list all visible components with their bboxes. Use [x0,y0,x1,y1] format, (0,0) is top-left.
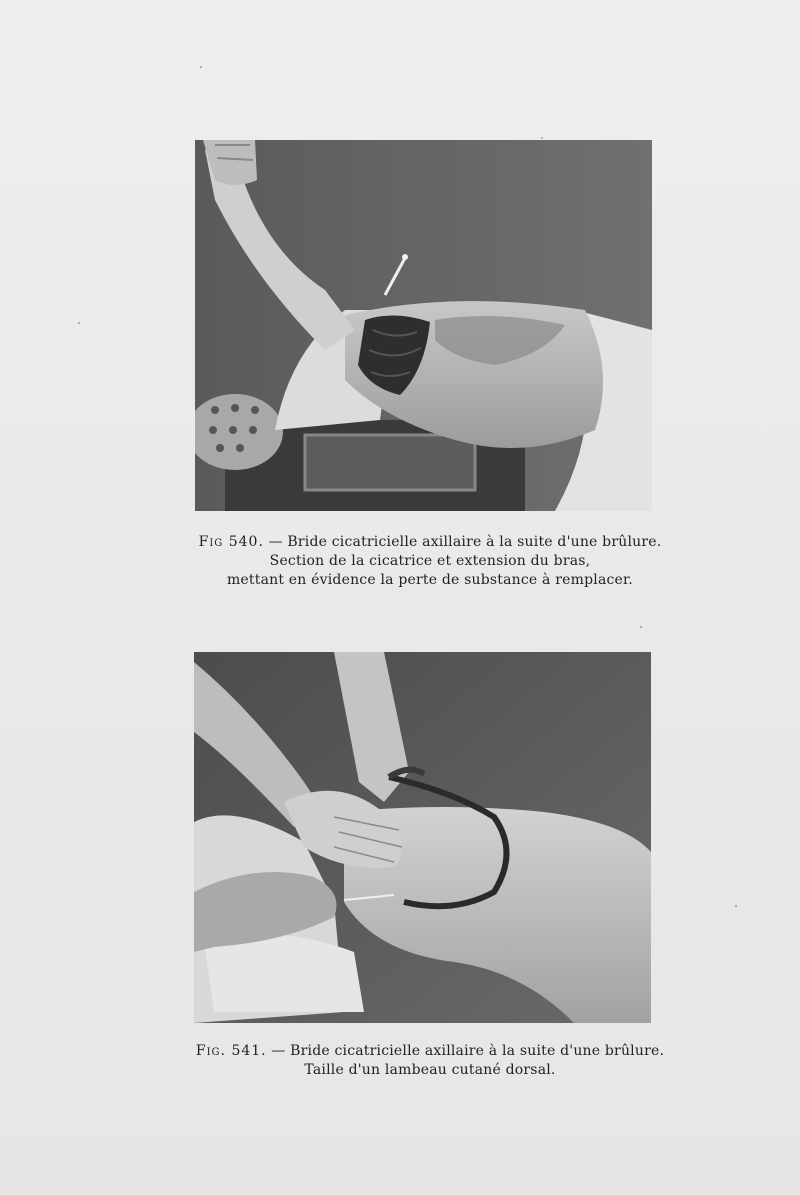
caption-text: Taille d'un lambeau cutané dorsal. [304,1062,556,1078]
caption-text: mettant en évidence la perte de substance à remplacer. [226,572,634,588]
caption-line [150,1042,710,1061]
paper-speck [735,905,737,907]
figure-541-photograph [194,652,651,1023]
paper-speck [541,137,543,139]
figure-number: Fig. 541. [195,1043,267,1059]
caption-text: — Bride cicatricielle axillaire à la suite d'une brûlure. [271,1043,665,1059]
paper-speck [640,626,642,628]
caption-text: — Bride cicatricielle axillaire à la suite d'une brûlure. [268,534,662,550]
figure-540-caption [150,533,710,590]
paper-speck [78,322,80,324]
paper-speck [200,66,202,68]
figure-541-caption [150,1042,710,1080]
figure-number: Fig 540. [198,534,264,550]
caption-text: Section de la cicatrice et extension du bras, [269,553,591,569]
caption-line [150,533,710,552]
figure-540-photograph [195,140,652,511]
